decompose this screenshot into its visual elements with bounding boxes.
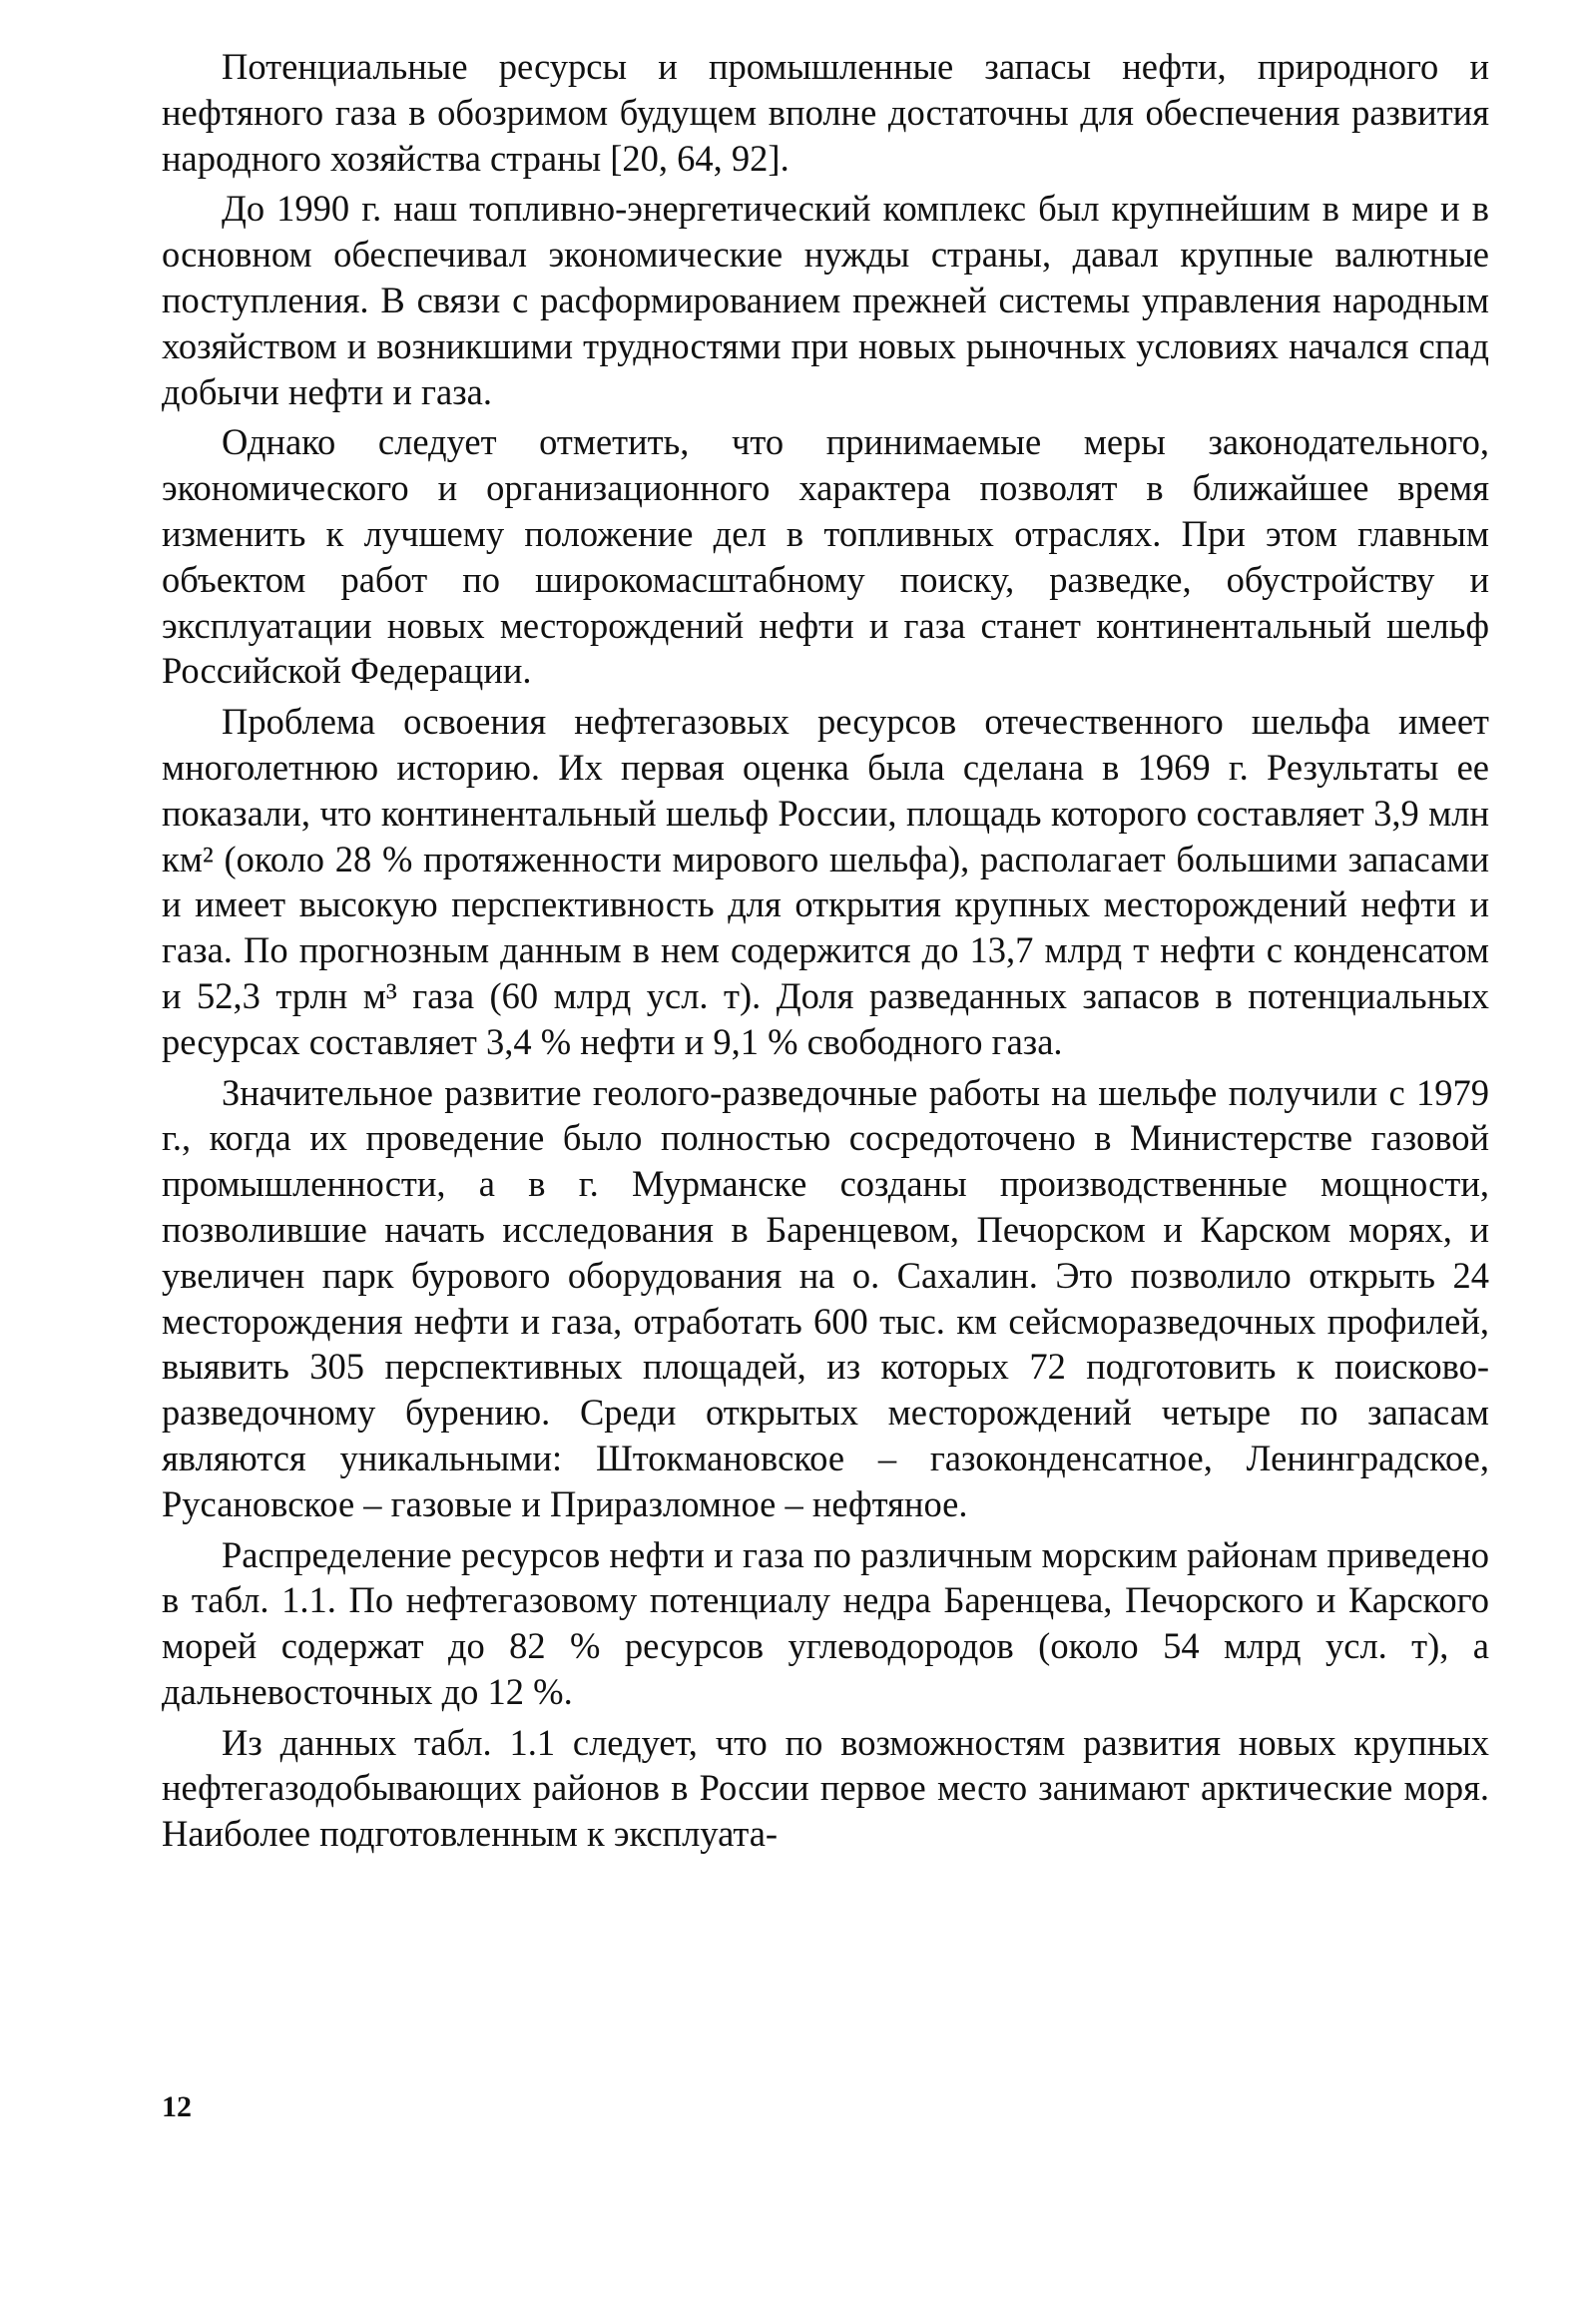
document-body [162,44,1489,1862]
paragraph-6: Распределение ресурсов нефти и газа по различным морским районам приведено в табл. 1.1. По нефтегазовому потенциалу недра Баренцева, Печорского и Карского морей содержат до 82 % ресурсов углеводородов (около 54 млрд усл. т), а дальневосточных до 12 %. [162,1533,1489,1712]
paragraph-3: Однако следует отметить, что принимаемые меры законодательного, экономического и организационного характера позволят в ближайшее время изменить к лучшему положение дел в топливных отраслях. При этом главным объектом работ по широкомасштабному поиску, разведке, обустройству и эксплуатации новых месторождений нефти и газа станет континентальный шельф Российской Федерации. [162,421,1489,692]
paragraph-4: Проблема освоения нефтегазовых ресурсов отечественного шельфа имеет многолетнюю историю. Их первая оценка была сделана в 1969 г. Результаты ее показали, что континентальный шельф России, площадь которого составляет 3,9 млн км² (около 28 % протяженности мирового шельфа), располагает большими запасами и имеет высокую перспективность для открытия крупных месторождений нефти и газа. По прогнозным данным в нем содержится до 13,7 млрд т нефти с конденсатом и 52,3 трлн м³ газа (60 млрд усл. т). Доля разведанных запасов в потенциальных ресурсах составляет 3,4 % нефти и 9,1 % свободного газа. [162,701,1489,1062]
paragraph-2: До 1990 г. наш топливно-энергетический комплекс был крупнейшим в мире и в основном обеспечивал экономические нужды страны, давал крупные валютные поступления. В связи с расформированием прежней системы управления народным хозяйством и возникшими трудностями при новых рыночных условиях начался спад добычи нефти и газа. [162,188,1489,412]
page-number: 12 [162,2090,192,2123]
paragraph-5: Значительное развитие геолого-разведочные работы на шельфе получили с 1979 г., когда их проведение было полностью сосредоточено в Министерстве газовой промышленности, а в г. Мурманске созданы производственные мощности, позволившие начать исследования в Баренцевом, Печорском и Карском морях, и увеличен парк бурового оборудования на о. Сахалин. Это позволило открыть 24 месторождения нефти и газа, отработать 600 тыс. км сейсморазведочных профилей, выявить 305 перспективных площадей, из которых 72 подготовить к поисково-разведочному бурению. Среди открытых месторождений четыре по запасам являются уникальными: Штокмановское – газоконденсатное, Ленинградское, Русановское – газовые и Приразломное – нефтяное. [162,1071,1489,1524]
paragraph-1: Потенциальные ресурсы и промышленные запасы нефти, природного и нефтяного газа в обозримом будущем вполне достаточны для обеспечения развития народного хозяйства страны [20, 64, 92]. [162,46,1489,179]
paragraph-7: Из данных табл. 1.1 следует, что по возможностям развития новых крупных нефтегазодобывающих районов в России первое место занимают арктические моря. Наиболее подготовленным к эксплуата- [162,1721,1489,1855]
